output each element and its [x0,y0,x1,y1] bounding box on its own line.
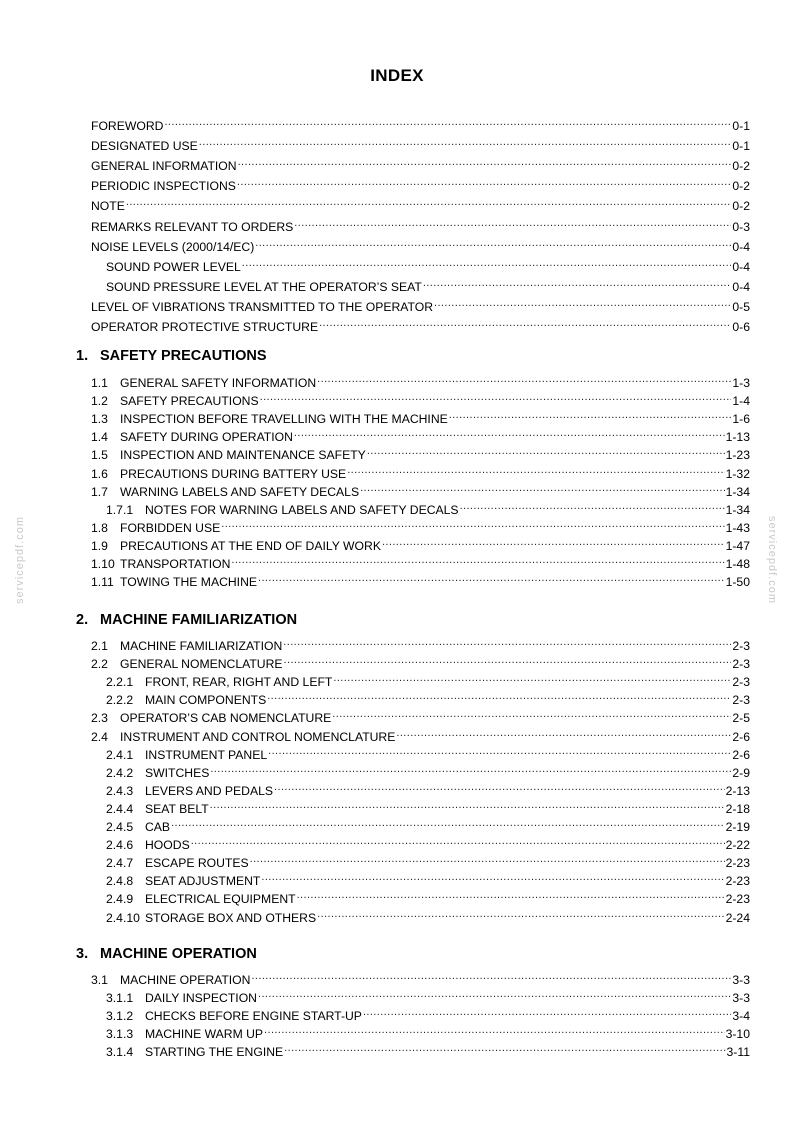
toc-entry-number: 1.2 [91,394,108,408]
toc-entry-page: 1-6 [732,412,750,426]
toc-entry-page: 2-3 [732,639,750,653]
watermark-left: servicepdf.com [14,516,26,604]
toc-entry-number: 2.2 [91,657,108,671]
toc-entry[interactable] [106,1006,750,1024]
dot-leader [434,297,731,311]
toc-entry[interactable] [91,654,750,672]
toc-entry-title: DAILY INSPECTION [145,991,257,1005]
toc-entry-page: 1-13 [725,430,750,444]
toc-entry-title: SOUND POWER LEVEL [106,260,241,274]
toc-entry[interactable] [91,970,750,988]
dot-leader [294,217,731,231]
toc-entry-page: 3-3 [732,991,750,1005]
toc-entry-title: PRECAUTIONS DURING BATTERY USE [120,467,347,481]
dot-leader [268,745,731,759]
toc-entry[interactable] [106,763,750,781]
toc-entry-number: 2.4.5 [106,820,134,834]
toc-entry[interactable] [91,196,750,214]
toc-entry[interactable] [106,853,750,871]
toc-entry-page: 2-6 [732,730,750,744]
toc-entry-title: SAFETY DURING OPERATION [120,430,293,444]
dot-leader [191,835,725,849]
toc-entry[interactable] [91,156,750,174]
toc-entry-title: CAB [145,820,171,834]
toc-entry[interactable] [106,277,750,295]
dot-leader [317,908,724,922]
toc-entry-title: SWITCHES [145,766,210,780]
toc-entry-title: NOTE [91,199,125,213]
dot-leader [396,727,731,741]
toc-entry-page: 0-5 [732,300,750,314]
toc-entry-number: 2.4.7 [106,856,134,870]
toc-entry-title: REMARKS RELEVANT TO ORDERS [91,220,294,234]
toc-entry-title: INSPECTION AND MAINTENANCE SAFETY [120,448,366,462]
toc-entry-title: SEAT BELT [145,802,209,816]
toc-entry-title: MACHINE WARM UP [145,1027,264,1041]
toc-entry-title: WARNING LABELS AND SAFETY DECALS [120,485,360,499]
toc-entry[interactable] [106,781,750,799]
toc-entry-number: 1.6 [91,467,108,481]
toc-entry-page: 2-6 [732,748,750,762]
dot-leader [449,409,732,423]
toc-entry-page: 1-47 [725,539,750,553]
dot-leader [255,237,731,251]
toc-entry[interactable] [91,136,750,154]
toc-entry-title: MACHINE FAMILIARIZATION [120,639,283,653]
toc-entry-page: 0-2 [732,199,750,213]
dot-leader [333,672,731,686]
toc-entry[interactable] [106,817,750,835]
toc-entry-title: PERIODIC INSPECTIONS [91,179,236,193]
dot-leader [250,853,725,867]
toc-entry-page: 0-1 [732,139,750,153]
toc-entry-number: 3.1.1 [106,991,134,1005]
dot-leader [274,781,725,795]
dot-leader [319,317,731,331]
toc-entry-number: 2.4.10 [106,911,140,925]
toc-entry-title: ESCAPE ROUTES [145,856,249,870]
toc-entry-number: 1.3 [91,412,108,426]
dot-leader [126,196,732,210]
toc-entry[interactable] [91,708,750,726]
dot-leader [382,536,725,550]
toc-entry-title: GENERAL INFORMATION [91,159,237,173]
toc-entry[interactable] [91,116,750,134]
dot-leader [317,373,731,387]
toc-entry[interactable] [106,745,750,763]
dot-leader [171,817,725,831]
toc-entry-page: 2-3 [732,657,750,671]
toc-entry-page: 1-48 [725,557,750,571]
toc-entry-title: OPERATOR PROTECTIVE STRUCTURE [91,320,319,334]
toc-entry-page: 2-23 [725,892,750,906]
toc-entry[interactable] [106,889,750,907]
toc-entry[interactable] [91,409,750,427]
toc-entry-page: 2-24 [725,911,750,925]
dot-leader [347,464,724,478]
dot-leader [283,636,731,650]
toc-entry-page: 2-23 [725,874,750,888]
toc-entry-title: SAFETY PRECAUTIONS [120,394,259,408]
toc-entry-number: 1.9 [91,539,108,553]
toc-entry-number: 3.1 [91,973,108,987]
dot-leader [242,257,732,271]
toc-entry-title: STARTING THE ENGINE [145,1045,284,1059]
dot-leader [258,572,725,586]
toc-entry-page: 1-50 [725,575,750,589]
section-title: SAFETY PRECAUTIONS [100,348,267,364]
dot-leader [210,799,725,813]
dot-leader [332,708,731,722]
toc-entry[interactable] [91,482,750,500]
toc-entry-number: 2.4.4 [106,802,134,816]
toc-entry[interactable] [91,636,750,654]
toc-entry-title: NOISE LEVELS (2000/14/EC) [91,240,255,254]
toc-entry[interactable] [106,1042,750,1060]
toc-entry-page: 1-34 [725,503,750,517]
dot-leader [231,554,724,568]
toc-entry[interactable] [91,572,750,590]
dot-leader [297,889,725,903]
section-number: 1. [76,348,89,364]
toc-entry-title: HOODS [145,838,190,852]
toc-entry[interactable] [91,727,750,745]
toc-entry[interactable] [91,391,750,409]
toc-entry[interactable] [91,464,750,482]
toc-entry-number: 1.11 [91,575,114,589]
toc-entry-number: 1.4 [91,430,108,444]
toc-entry-title: TOWING THE MACHINE [120,575,258,589]
dot-leader [367,445,725,459]
toc-entry-title: SEAT ADJUSTMENT [145,874,261,888]
toc-entry-page: 2-3 [732,675,750,689]
toc-entry-number: 2.4.3 [106,784,134,798]
dot-leader [423,277,732,291]
toc-entry-page: 2-18 [725,802,750,816]
toc-entry[interactable] [91,217,750,235]
toc-entry-title: FRONT, REAR, RIGHT AND LEFT [145,675,333,689]
section-heading[interactable] [76,348,267,364]
toc-entry-number: 2.4.9 [106,892,134,906]
page-title: INDEX [370,66,424,85]
toc-entry-page: 2-19 [725,820,750,834]
toc-entry-title: DESIGNATED USE [91,139,198,153]
toc-entry-page: 1-4 [732,394,750,408]
toc-entry-page: 0-6 [732,320,750,334]
dot-leader [258,988,731,1002]
toc-entry-number: 3.1.2 [106,1009,134,1023]
toc-entry-page: 2-3 [732,693,750,707]
dot-leader [237,176,731,190]
dot-leader [199,136,732,150]
dot-leader [264,1024,725,1038]
toc-entry[interactable] [106,1024,750,1042]
toc-entry[interactable] [106,500,750,518]
toc-entry-page: 0-2 [732,159,750,173]
toc-entry-number: 2.2.1 [106,675,134,689]
dot-leader [284,654,732,668]
section-title: MACHINE FAMILIARIZATION [100,612,298,628]
toc-entry[interactable] [91,554,750,572]
toc-entry-number: 3.1.3 [106,1027,134,1041]
toc-entry-number: 2.3 [91,711,108,725]
dot-leader [284,1042,725,1056]
toc-entry-page: 1-43 [725,521,750,535]
toc-entry[interactable] [106,672,750,690]
toc-entry-number: 1.7 [91,485,108,499]
toc-entry-number: 2.4.6 [106,838,134,852]
toc-entry-number: 2.4.8 [106,874,134,888]
toc-entry-page: 2-9 [732,766,750,780]
toc-entry-page: 2-13 [725,784,750,798]
toc-entry-title: LEVERS AND PEDALS [145,784,274,798]
toc-entry[interactable] [106,690,750,708]
toc-entry-page: 0-4 [732,240,750,254]
toc-entry-number: 1.5 [91,448,108,462]
toc-entry-page: 2-5 [732,711,750,725]
section-number: 2. [76,612,89,628]
toc-entry-title: STORAGE BOX AND OTHERS [145,911,317,925]
watermark-right: servicepdf.com [766,516,778,604]
toc-entry-number: 1.7.1 [106,503,134,517]
dot-leader [294,427,725,441]
toc-entry-title: LEVEL OF VIBRATIONS TRANSMITTED TO THE OPERATOR [91,300,433,314]
dot-leader [164,116,731,130]
toc-entry[interactable] [106,257,750,275]
section-title: MACHINE OPERATION [100,946,257,962]
toc-entry[interactable] [91,176,750,194]
toc-entry-title: OPERATOR’S CAB NOMENCLATURE [120,711,332,725]
toc-entry[interactable] [91,373,750,391]
dot-leader [260,391,732,405]
toc-entry-page: 2-23 [725,856,750,870]
toc-entry-title: INSTRUMENT PANEL [145,748,268,762]
toc-entry-page: 3-4 [732,1009,750,1023]
toc-entry-page: 0-1 [732,119,750,133]
toc-entry-title: INSPECTION BEFORE TRAVELLING WITH THE MACHINE [120,412,448,426]
toc-entry-page: 0-2 [732,179,750,193]
dot-leader [210,763,731,777]
toc-entry[interactable] [91,317,750,335]
toc-entry-number: 2.1 [91,639,108,653]
toc-entry-page: 0-3 [732,220,750,234]
toc-entry-title: MAIN COMPONENTS [145,693,267,707]
toc-entry[interactable] [106,871,750,889]
dot-leader [221,518,724,532]
toc-entry-page: 3-10 [725,1027,750,1041]
toc-entry[interactable] [106,799,750,817]
toc-entry-page: 1-3 [732,376,750,390]
toc-entry[interactable] [91,445,750,463]
toc-entry-title: GENERAL NOMENCLATURE [120,657,283,671]
dot-leader [251,970,731,984]
toc-entry[interactable] [106,988,750,1006]
toc-entry-title: INSTRUMENT AND CONTROL NOMENCLATURE [120,730,396,744]
toc-entry-number: 3.1.4 [106,1045,134,1059]
toc-entry-title: ELECTRICAL EQUIPMENT [145,892,296,906]
section-number: 3. [76,946,89,962]
dot-leader [360,482,725,496]
toc-entry[interactable] [91,518,750,536]
toc-entry[interactable] [91,297,750,315]
toc-entry-page: 1-23 [725,448,750,462]
toc-entry-number: 1.1 [91,376,108,390]
toc-entry-title: FOREWORD [91,119,164,133]
toc-entry-page: 1-32 [725,467,750,481]
toc-entry[interactable] [91,536,750,554]
toc-entry-page: 1-34 [725,485,750,499]
toc-entry[interactable] [106,835,750,853]
toc-entry-title: GENERAL SAFETY INFORMATION [120,376,317,390]
toc-entry-number: 1.8 [91,521,108,535]
toc-entry-number: 2.4.1 [106,748,134,762]
toc-entry-number: 1.10 [91,557,115,571]
dot-leader [267,690,731,704]
toc-entry-page: 3-3 [732,973,750,987]
toc-entry-title: MACHINE OPERATION [120,973,251,987]
toc-entry-number: 2.4.2 [106,766,134,780]
toc-entry[interactable] [106,908,750,926]
dot-leader [460,500,725,514]
section-heading[interactable] [76,612,297,628]
toc-entry-title: NOTES FOR WARNING LABELS AND SAFETY DECALS [145,503,459,517]
toc-entry[interactable] [91,427,750,445]
toc-entry-page: 2-22 [725,838,750,852]
toc-entry-title: CHECKS BEFORE ENGINE START-UP [145,1009,362,1023]
toc-entry[interactable] [91,237,750,255]
toc-entry-title: FORBIDDEN USE [120,521,221,535]
toc-entry-page: 0-4 [732,260,750,274]
dot-leader [261,871,724,885]
toc-entry-number: 2.2.2 [106,693,134,707]
toc-entry-number: 2.4 [91,730,108,744]
toc-entry-page: 0-4 [732,280,750,294]
dot-leader [363,1006,731,1020]
dot-leader [238,156,732,170]
toc-entry-page: 3-11 [726,1045,750,1059]
toc-entry-title: TRANSPORTATION [120,557,231,571]
toc-entry-title: SOUND PRESSURE LEVEL AT THE OPERATOR’S SEAT [106,280,422,294]
toc-entry-title: PRECAUTIONS AT THE END OF DAILY WORK [120,539,381,553]
section-heading[interactable] [76,946,257,962]
